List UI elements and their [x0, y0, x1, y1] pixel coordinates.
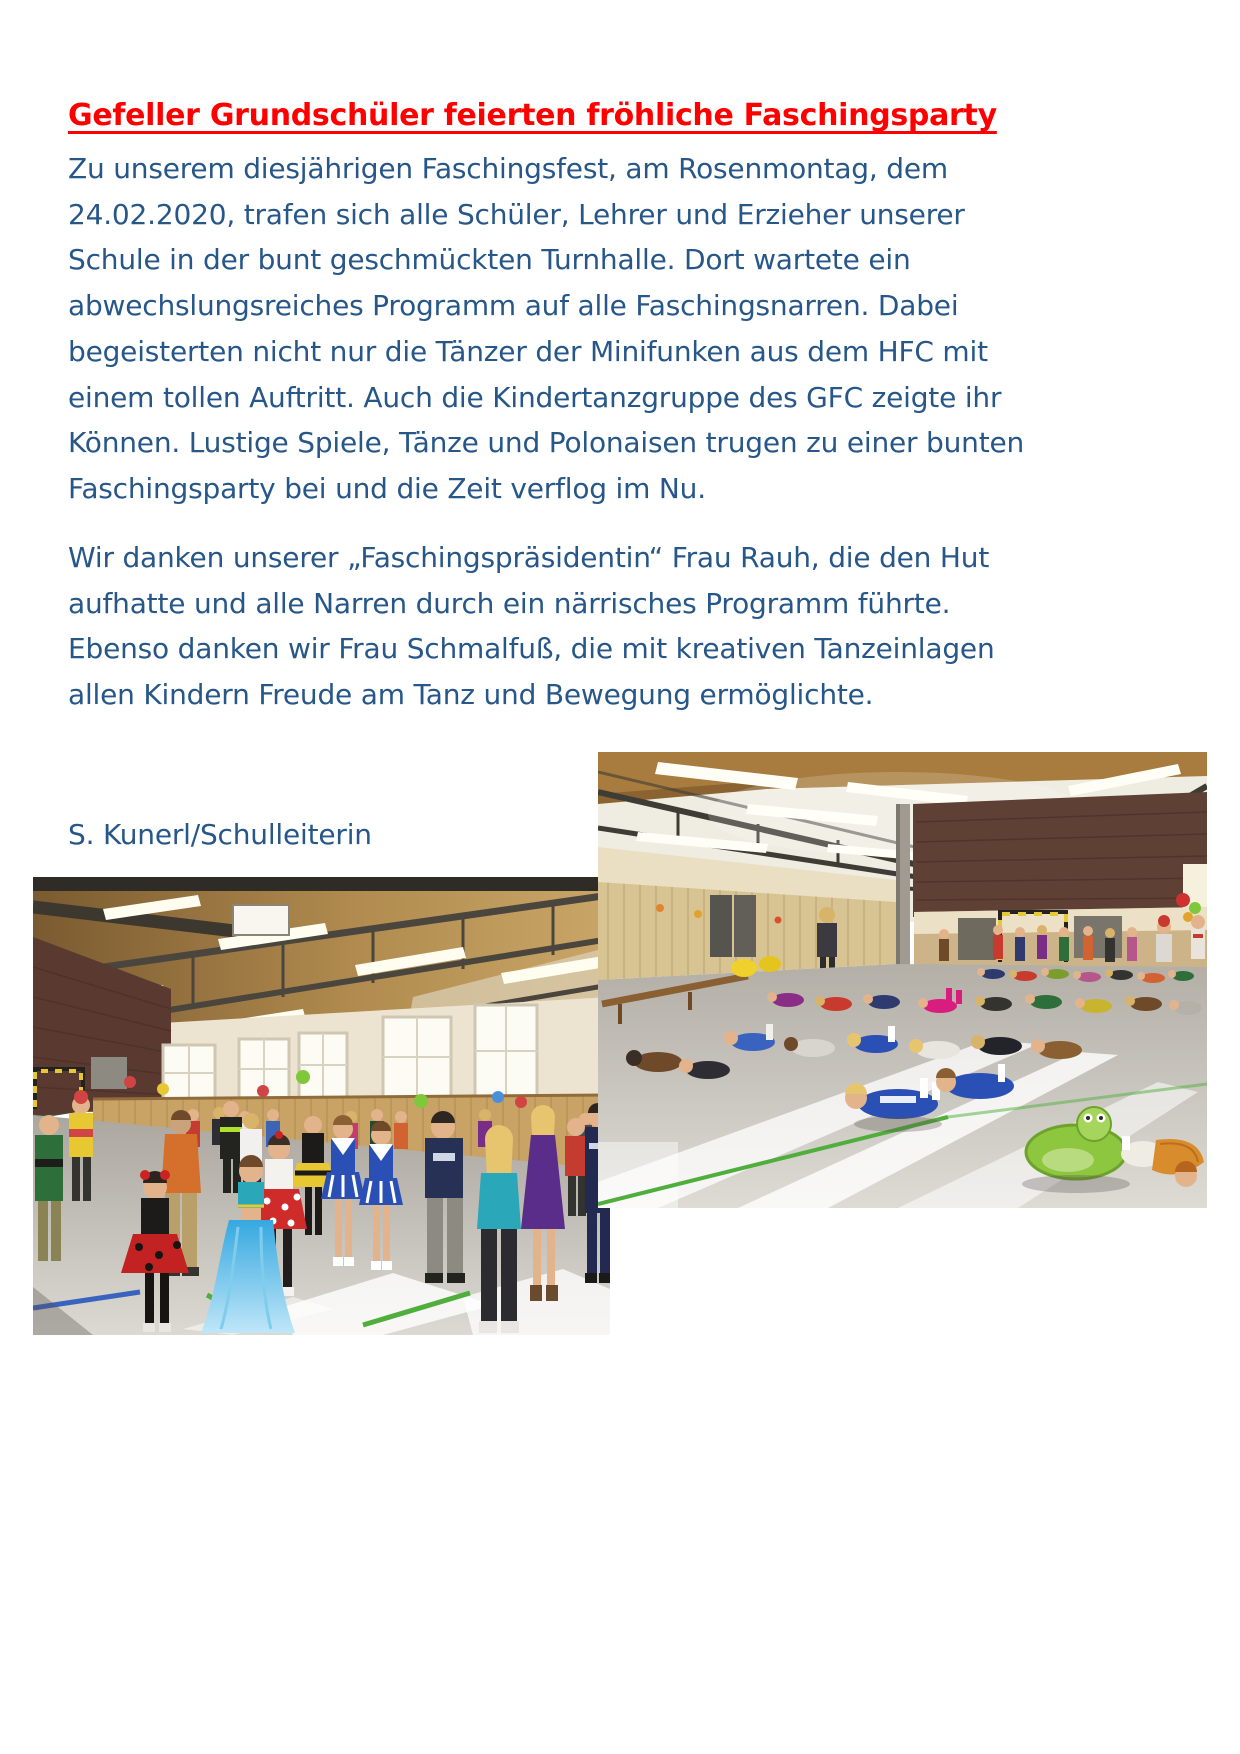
text-line: einem tollen Auftritt. Auch die Kindertanzgruppe des GFC zeigte ihr: [68, 380, 1002, 414]
text-line: Faschingsparty bei und die Zeit verflog im Nu.: [68, 471, 706, 505]
page-title: Gefeller Grundschüler feierten fröhliche Faschingsparty: [68, 98, 997, 134]
text-line: 24.02.2020, trafen sich alle Schüler, Lehrer und Erzieher unserer: [68, 197, 965, 231]
paragraph-2: [68, 535, 995, 718]
paragraph-1: [68, 146, 1024, 512]
photo-children-dancing: [33, 877, 610, 1335]
text-line: aufhatte und alle Narren durch ein närrisches Programm führte.: [68, 586, 951, 620]
signature-line: S. Kunerl/Schulleiterin: [68, 818, 372, 851]
photo-children-lying-floor: [598, 752, 1207, 1208]
text-line: Können. Lustige Spiele, Tänze und Polonaisen trugen zu einer bunten: [68, 426, 1025, 460]
text-line: abwechslungsreiches Programm auf alle Faschingsnarren. Dabei: [68, 289, 959, 323]
text-line: allen Kindern Freude am Tanz und Bewegung ermöglichte.: [68, 678, 874, 712]
text-line: Wir danken unserer „Faschingspräsidentin“ Frau Rauh, die den Hut: [68, 541, 990, 574]
text-line: Zu unserem diesjährigen Faschingsfest, am Rosenmontag, dem: [68, 152, 948, 185]
text-line: Ebenso danken wir Frau Schmalfuß, die mit kreativen Tanzeinlagen: [68, 632, 995, 666]
text-line: begeisterten nicht nur die Tänzer der Minifunken aus dem HFC mit: [68, 334, 988, 368]
text-line: Schule in der bunt geschmückten Turnhalle. Dort wartete ein: [68, 243, 911, 277]
